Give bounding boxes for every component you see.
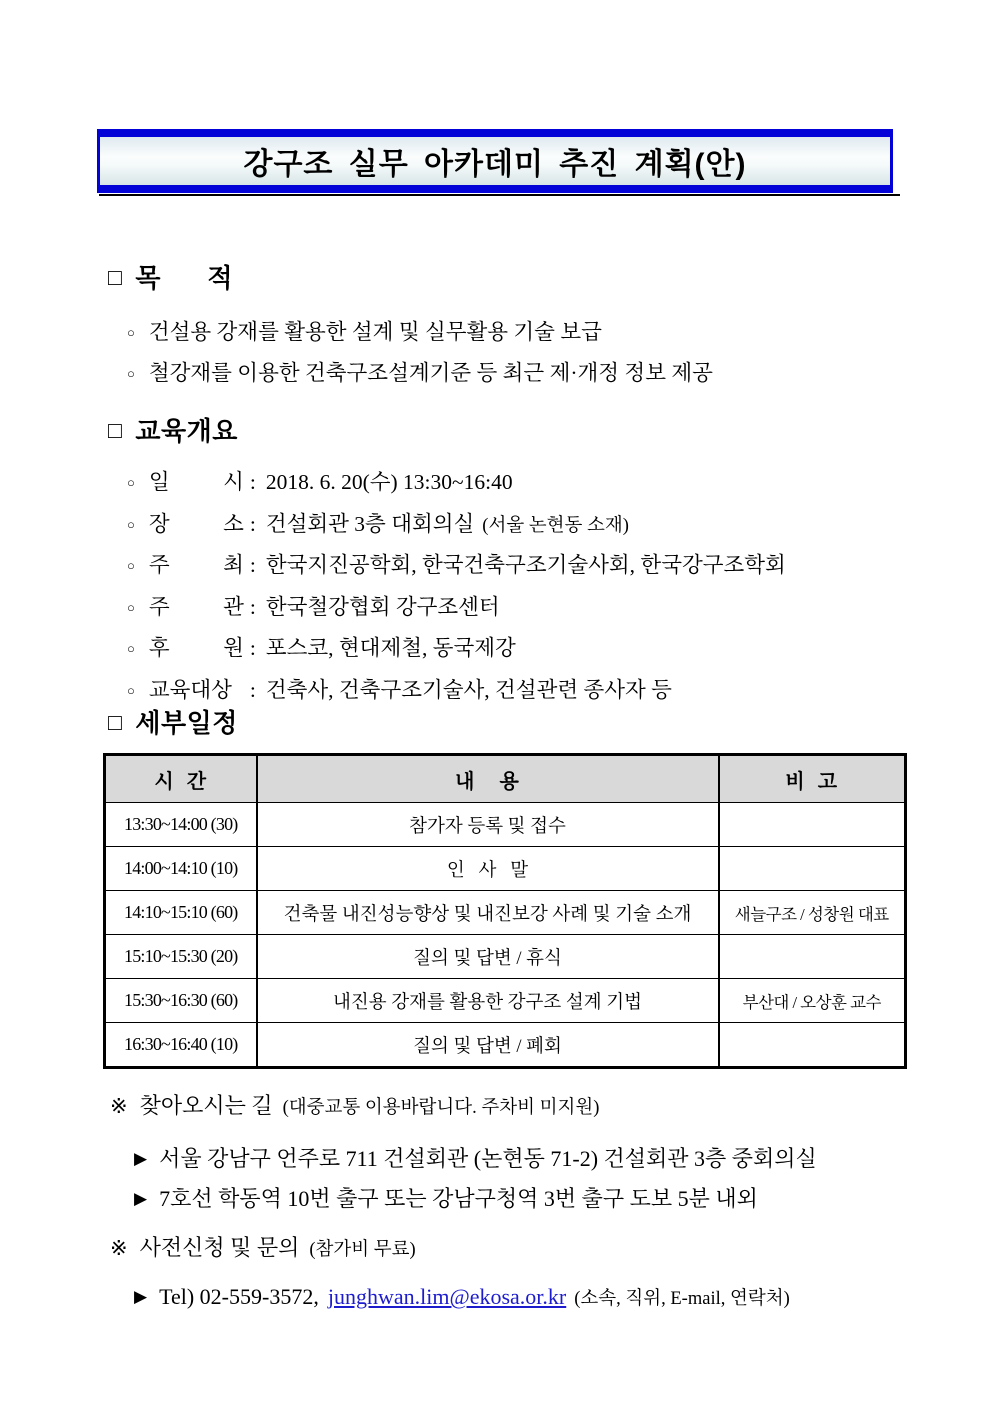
application-block <box>110 1232 790 1318</box>
colon-separator: : <box>249 677 256 702</box>
purpose-item <box>108 313 713 354</box>
table-header-row <box>105 755 906 803</box>
application-heading <box>110 1232 790 1266</box>
col-header-remark: 비 고 <box>719 755 906 803</box>
table-row <box>105 979 906 1023</box>
overview-label: 교육대상 <box>148 677 232 702</box>
overview-item-host <box>108 546 786 588</box>
purpose-title: 목 적 <box>135 263 233 293</box>
cell-content: 내진용 강재를 활용한 강구조 설계 기법 <box>257 979 719 1023</box>
circle-bullet-icon: ○ <box>127 599 135 615</box>
overview-label: 후 원 <box>148 636 244 660</box>
colon-separator: : <box>249 553 256 577</box>
schedule-heading <box>108 705 907 741</box>
circle-bullet-icon: ○ <box>127 641 135 656</box>
overview-label: 주 최 <box>148 553 244 577</box>
overview-value: 건축사, 건축구조기술사, 건설관련 종사자 등 <box>265 677 672 702</box>
cell-remark: 부산대 / 오상훈 교수 <box>719 979 906 1023</box>
table-row <box>105 1023 906 1068</box>
colon-separator: : <box>249 511 256 536</box>
overview-item-datetime <box>108 463 786 505</box>
directions-item-address <box>110 1140 817 1180</box>
cell-remark <box>719 847 906 891</box>
cell-remark: 새늘구조 / 성창원 대표 <box>719 891 906 935</box>
contact-note: (소속, 직위, E-mail, 연락처) <box>574 1289 790 1309</box>
cell-time: 16:30~16:40 (10) <box>105 1023 257 1068</box>
overview-value: 한국철강협회 강구조센터 <box>265 594 500 619</box>
overview-label: 장 소 <box>148 511 244 536</box>
directions-item-text: 서울 강남구 언주로 711 건설회관 (논현동 71-2) 건설회관 3층 중회의실 <box>159 1146 817 1171</box>
purpose-heading <box>108 260 713 296</box>
directions-heading <box>110 1090 817 1124</box>
cell-time: 13:30~14:00 (30) <box>105 803 257 847</box>
circle-bullet-icon: ○ <box>127 682 135 698</box>
cell-content: 인 사 말 <box>257 847 719 891</box>
purpose-item-text: 건설용 강재를 활용한 설계 및 실무활용 기술 보급 <box>148 320 602 344</box>
directions-title: 찾아오시는 길 <box>139 1093 273 1118</box>
overview-value: 한국지진공학회, 한국건축구조기술사회, 한국강구조학회 <box>265 553 786 577</box>
directions-item-subway <box>110 1180 817 1220</box>
overview-value: 포스코, 현대제철, 동국제강 <box>265 636 516 660</box>
overview-item-venue <box>108 505 786 547</box>
circle-bullet-icon: ○ <box>127 475 135 490</box>
square-bullet-icon: □ <box>108 417 123 443</box>
email-link[interactable]: junghwan.lim@ekosa.or.kr <box>327 1284 567 1309</box>
reference-mark-icon: ※ <box>110 1094 128 1118</box>
cell-time: 15:10~15:30 (20) <box>105 935 257 979</box>
purpose-item-text: 철강재를 이용한 건축구조설계기준 등 최근 제·개정 정보 제공 <box>148 361 713 385</box>
schedule-table <box>103 753 907 1069</box>
cell-content: 참가자 등록 및 접수 <box>257 803 719 847</box>
title-banner <box>97 129 893 193</box>
circle-bullet-icon: ○ <box>127 558 135 573</box>
directions-item-text: 7호선 학동역 10번 출구 또는 강남구청역 3번 출구 도보 5분 내외 <box>159 1186 758 1211</box>
directions-block <box>110 1090 817 1220</box>
cell-remark <box>719 1023 906 1068</box>
circle-bullet-icon: ○ <box>127 516 135 532</box>
colon-separator: : <box>249 636 256 660</box>
cell-content: 질의 및 답변 / 폐회 <box>257 1023 719 1068</box>
overview-label: 주 관 <box>148 594 244 619</box>
page-title: 강구조 실무 아카데미 추진 계획(안) <box>243 148 747 181</box>
overview-value: 건설회관 3층 대회의실 <box>265 511 475 536</box>
col-header-time: 시 간 <box>105 755 257 803</box>
section-schedule <box>108 705 907 1069</box>
cell-remark <box>719 935 906 979</box>
banner-body <box>97 137 893 185</box>
section-overview <box>108 413 786 712</box>
banner-top-bar <box>97 129 893 137</box>
table-row <box>105 891 906 935</box>
banner-bottom-bar <box>97 185 893 193</box>
table-row <box>105 847 906 891</box>
cell-content: 질의 및 답변 / 휴식 <box>257 935 719 979</box>
overview-note: (서울 논현동 소재) <box>482 515 629 536</box>
cell-remark <box>719 803 906 847</box>
square-bullet-icon: □ <box>108 709 123 735</box>
cell-time: 14:10~15:10 (60) <box>105 891 257 935</box>
overview-heading <box>108 413 786 449</box>
tel-text: Tel) 02-559-3572, <box>159 1284 319 1309</box>
square-bullet-icon: □ <box>108 264 123 290</box>
application-note: (참가비 무료) <box>309 1240 416 1260</box>
overview-value: 2018. 6. 20(수) 13:30~16:40 <box>265 470 513 494</box>
overview-item-organizer <box>108 588 786 630</box>
overview-item-sponsor <box>108 629 786 671</box>
overview-title: 교육개요 <box>135 416 238 446</box>
table-row <box>105 803 906 847</box>
table-row <box>105 935 906 979</box>
schedule-title: 세부일정 <box>135 708 238 738</box>
arrow-bullet-icon: ▶ <box>134 1189 148 1208</box>
arrow-bullet-icon: ▶ <box>134 1149 148 1168</box>
application-title: 사전신청 및 문의 <box>139 1235 300 1260</box>
arrow-bullet-icon: ▶ <box>134 1287 148 1306</box>
contact-line <box>110 1278 790 1318</box>
circle-bullet-icon: ○ <box>127 366 135 381</box>
colon-separator: : <box>249 594 256 619</box>
cell-time: 15:30~16:30 (60) <box>105 979 257 1023</box>
purpose-item <box>108 354 713 395</box>
cell-content: 건축물 내진성능향상 및 내진보강 사례 및 기술 소개 <box>257 891 719 935</box>
section-purpose <box>108 260 713 395</box>
circle-bullet-icon: ○ <box>127 325 135 340</box>
col-header-content: 내 용 <box>257 755 719 803</box>
cell-time: 14:00~14:10 (10) <box>105 847 257 891</box>
overview-label: 일 시 <box>148 470 244 494</box>
directions-note: (대중교통 이용바랍니다. 주차비 미지원) <box>282 1098 600 1118</box>
reference-mark-icon: ※ <box>110 1236 128 1260</box>
colon-separator: : <box>249 470 256 494</box>
